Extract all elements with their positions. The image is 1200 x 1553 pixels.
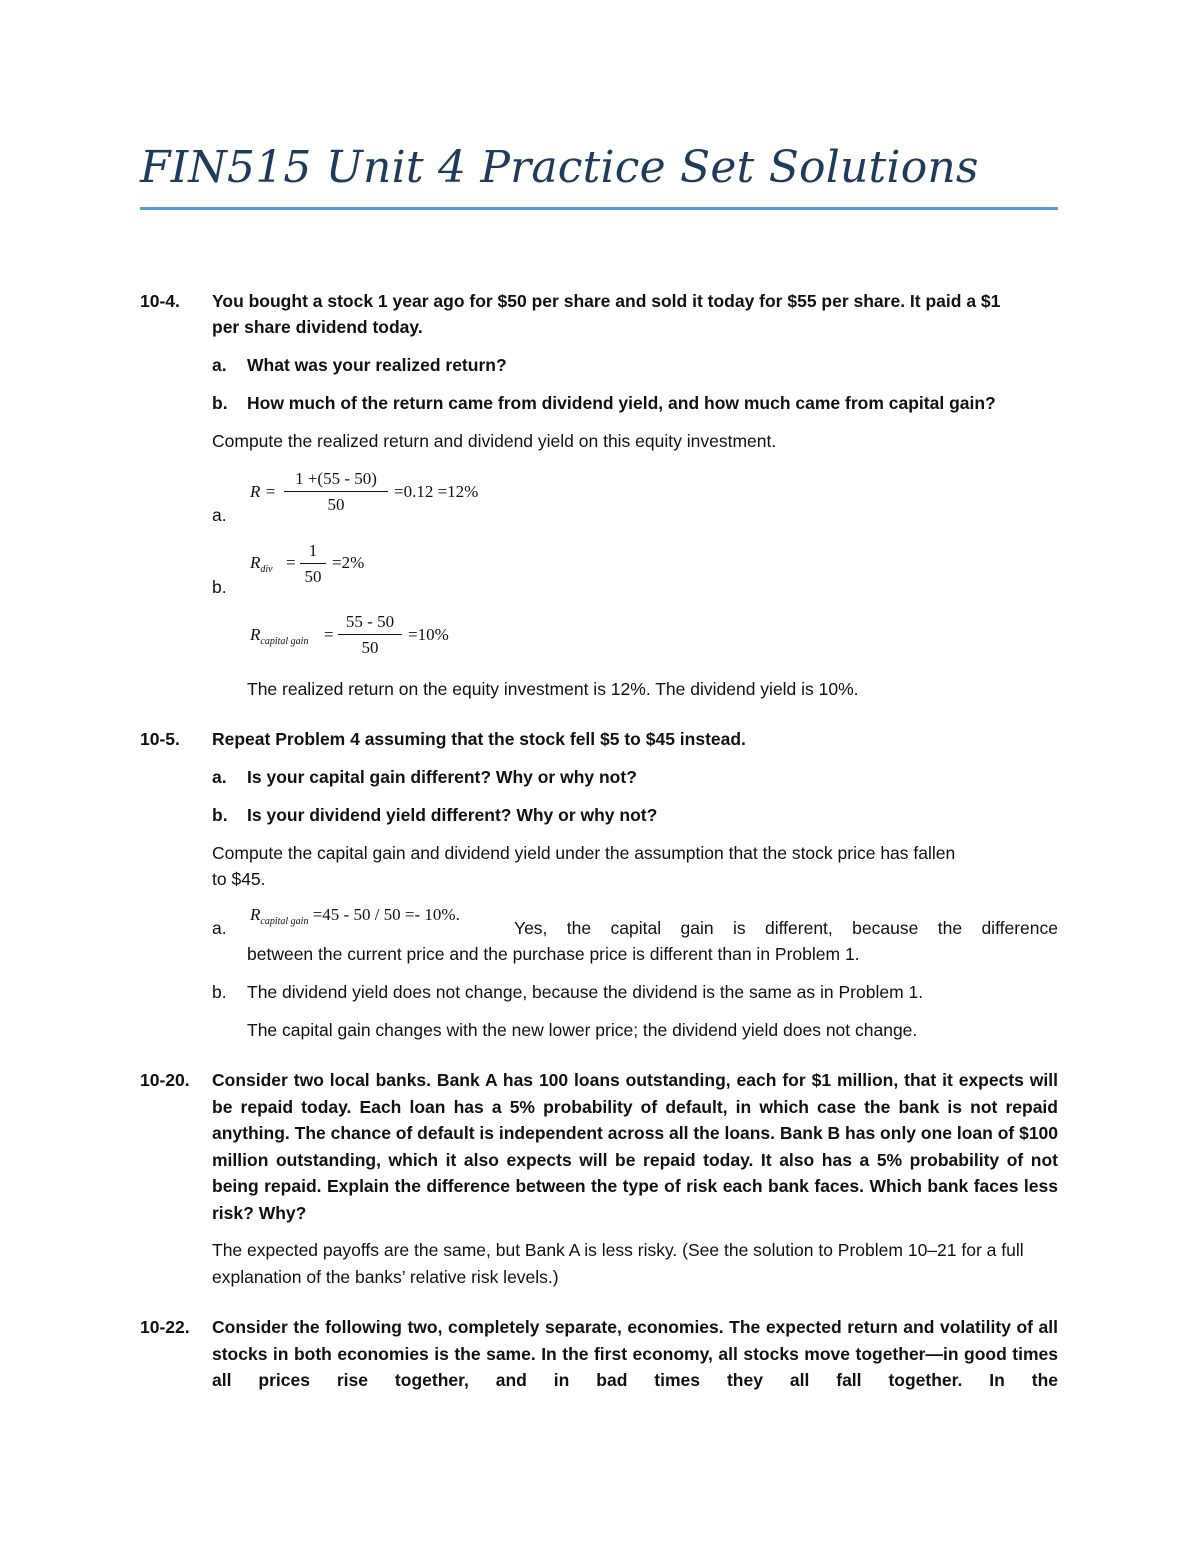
problem-10-22-question: Consider the following two, completely separate, economies. The expected return and volatility of all stocks in both economies is the same. In the first economy, all stocks move together—in good times all prices rise together, and in bad times they all fall together. In the	[212, 1317, 1058, 1390]
solution-label-b: b.	[212, 577, 227, 597]
equation-div-numerator: 1	[300, 541, 326, 564]
equation-capgain-equals: =	[324, 625, 334, 644]
solution-label-a: a.	[212, 505, 227, 525]
problem-10-4-line1: You bought a stock 1 year ago for $50 per share and sold it today for $55 per share. It paid a $1	[212, 291, 1001, 311]
question-b-text: Is your dividend yield different? Why or why not?	[247, 805, 658, 825]
equation-div-lhs: $R_{div}$	[250, 553, 273, 575]
question-label-a: a.	[212, 355, 227, 375]
equation-div-denominator: 50	[304, 567, 322, 586]
equation-capgain-rhs: =10%	[408, 625, 449, 644]
solution-intro-line1: Compute the capital gain and dividend yield under the assumption that the stock price has fallen	[212, 843, 956, 863]
solution-a-text2: between the current price and the purchase price is different than in Problem 1.	[247, 944, 860, 964]
problem-10-4-conclusion: The realized return on the equity investment is 12%. The dividend yield is 10%.	[247, 679, 859, 699]
solution-label-a: a.	[212, 918, 227, 938]
solution-intro: Compute the realized return and dividend yield on this equity investment.	[212, 431, 777, 451]
equation-a-rhs: =0.12 =12%	[394, 482, 479, 501]
problem-10-5-question: Repeat Problem 4 assuming that the stock fell $5 to $45 instead.	[212, 729, 746, 749]
problem-number-10-5: 10-5.	[140, 729, 180, 749]
problem-number-10-22: 10-22.	[140, 1317, 190, 1337]
equation-a-numerator: 1 +(55 - 50)	[284, 469, 388, 492]
problem-10-4-line2: per share dividend today.	[212, 317, 423, 337]
problem-10-5-conclusion: The capital gain changes with the new lower price; the dividend yield does not change.	[247, 1020, 918, 1040]
equation-a-fraction	[284, 469, 388, 515]
equation-capgain-numerator: 55 - 50	[338, 612, 402, 635]
question-label-b: b.	[212, 805, 228, 825]
page-title: FIN515 Unit 4 Practice Set Solutions	[140, 142, 979, 193]
problem-10-20-question: Consider two local banks. Bank A has 100 loans outstanding, each for $1 million, that it expects will be repaid today. Each loan has a 5% probability of default, in which case the bank is not repaid anything. The chance of default is independent across all the loans. Bank B has only one loan of $100 million outstanding, which it also expects will be repaid today. It also has a 5% probability of not being repaid. Explain the difference between the type of risk each bank faces. Which bank faces less risk? Why?	[212, 1070, 1059, 1223]
equation-div-equals: =	[286, 553, 296, 572]
question-label-b: b.	[212, 393, 228, 413]
question-a-text: Is your capital gain different? Why or why not?	[247, 767, 637, 787]
equation-a-denominator: 50	[327, 495, 345, 514]
equation-a-lhs: R =	[250, 482, 277, 501]
equation-capgain-denominator: 50	[361, 638, 379, 657]
question-b-text: How much of the return came from dividend yield, and how much came from capital gain?	[247, 393, 996, 413]
problem-10-20-answer: The expected payoffs are the same, but Bank A is less risky. (See the solution to Problem 10–21 for a full explanation of the banks’ relative risk levels.)	[212, 1240, 1024, 1287]
problem-number-10-4: 10-4.	[140, 291, 180, 311]
equation-capgain-fraction	[338, 612, 402, 658]
solution-a-text1: Yes, the capital gain is different, because the difference	[514, 918, 1058, 938]
question-a-text: What was your realized return?	[247, 355, 507, 375]
solution-b-text: The dividend yield does not change, because the dividend is the same as in Problem 1.	[247, 982, 924, 1002]
question-label-a: a.	[212, 767, 227, 787]
problem-number-10-20: 10-20.	[140, 1070, 190, 1090]
solution-intro-line2: to $45.	[212, 869, 266, 889]
solution-label-b: b.	[212, 982, 227, 1002]
equation-capgain-fall: $R_{capital gain} =45 - 50 / 50 =- 10\%$.	[250, 905, 460, 927]
title-underline	[140, 207, 1058, 210]
equation-div-rhs: =2%	[332, 553, 365, 572]
equation-div-fraction	[300, 541, 326, 587]
equation-capgain-lhs: $R_{capital gain}$	[250, 625, 309, 647]
